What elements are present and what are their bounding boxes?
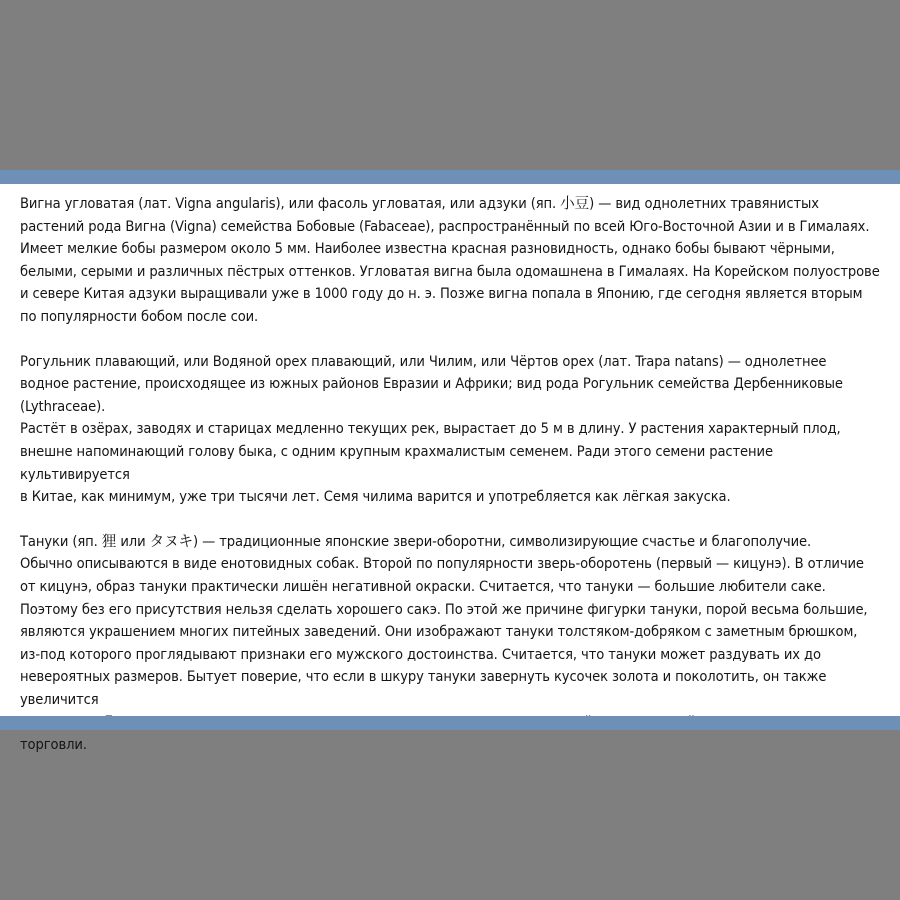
paragraph-tanuki: Тануки (яп. 狸 или タヌキ) — традиционные японские звери-оборотни, символизирующие счастье и благополучие. Обычно описываются в виде енотовидных собак. Второй по популярности зверь-оборотень (первый — кицунэ). В отличие от кицунэ, образ тануки практически лишён негативной окраски. Считается, что тануки — большие любители саке. Поэтому без его присутствия нельзя сделать хорошего сакэ. По этой же причине фигурки тануки, порой весьма большие, являются украшением многих питейных заведений. Они изображают тануки толстяком-добряком с заметным брюшком, из-под которого проглядывают признаки его мужского достоинства. Считается, что тануки может раздувать их до невероятных размеров. Бытует поверие, что если в шкуру тануки завернуть кусочек золота и поколотить, он также увеличится торговли. [20, 532, 868, 754]
paragraph-gap [20, 509, 886, 531]
paragraph-water-chestnut: Рогульник плавающий, или Водяной орех плавающий, или Чилим, или Чёртов орех (лат. Trapa natans) — однолетнее водное растение, происходящее из южных районов Евразии и Африки; вид рода Рогульник семейства Дербенниковые (Lythraceae). Растёт в озёрах, заводях и старицах медленно текущих рек, вырастает до 5 м в длину. У растения характерный плод, внешне напоминающий голову быка, с одним крупным крахмалистым семенем. Ради этого семени растение культивируется в Китае, как минимум, уже три тысячи лет. Семя чилима варится и употребляется как лёгкая закуска. [20, 352, 843, 506]
paragraph-azuki-bean: Вигна угловатая (лат. Vigna angularis), или фасоль угловатая, или адзуки (яп. 小豆) — вид однолетних травянистых растений рода Вигна (Vigna) семейства Бобовые (Fabaceae), распространённый по всей Юго-Восточной Азии и в Гималаях. Имеет мелкие бобы размером около 5 мм. Наиболее известна красная разновидность, однако бобы бывают чёрными, белыми, серыми и различных пёстрых оттенков. Угловатая вигна была одомашнена в Гималаях. На Корейском полуострове и севере Китая адзуки выращивали уже в 1000 году до н. э. Позже вигна попала в Японию, где сегодня является вторым по популярности бобом после сои. [20, 195, 880, 325]
text-panel [0, 184, 900, 754]
paragraph-gap [20, 329, 886, 351]
bottom-blue-band [0, 716, 900, 730]
top-blue-band [0, 170, 900, 184]
